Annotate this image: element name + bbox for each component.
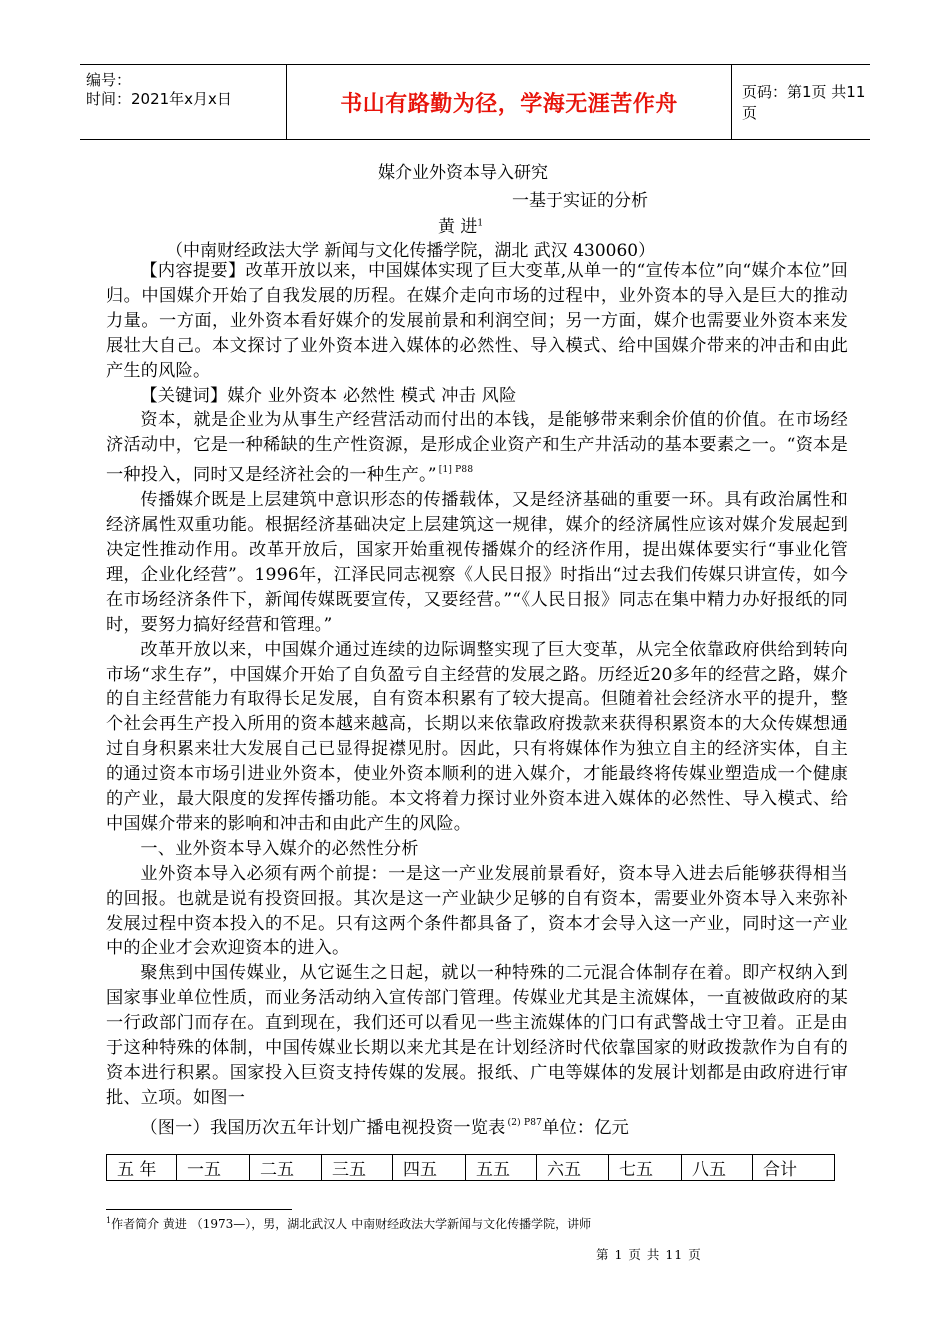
footnote-mark: 1 xyxy=(106,1216,112,1225)
keywords-paragraph: 【关键词】媒介 业外资本 必然性 模式 冲击 风险 xyxy=(140,385,517,406)
table-header-cell: 七五 xyxy=(609,1155,682,1181)
table-header-cell: 六五 xyxy=(537,1155,609,1181)
citation-mark: [1] P88 xyxy=(438,465,474,476)
table-header-cell: 二五 xyxy=(250,1155,322,1181)
table-header-cell: 一五 xyxy=(177,1155,250,1181)
header-number-label: 编号： xyxy=(86,71,132,89)
header-time-label: 时间：2021年x月x日 xyxy=(86,90,232,108)
footnote-divider xyxy=(106,1209,292,1210)
body-paragraph: 聚焦到中国传媒业，从它诞生之日起，就以一种特殊的二元混合体制存在着。即产权纳入到国家事业单位性质，而业务活动纳入宣传部门管理。传媒业尤其是主流媒体，一直被做政府的某一行政部门而存在。直到现在，我们还可以看见一些主流媒体的门口有武警战士守卫着。正是由于这种特殊的体制，中国传媒业长期以来尤其是在计划经济时代依靠国家的财政拨款作为自有的资本进行积累。国家投入巨资支持传媒的发展。报纸、广电等媒体的发展计划都是由政府进行审批、立项。如图一 xyxy=(106,963,848,1108)
header-motto: 书山有路勤为径，学海无涯苦作舟 xyxy=(287,65,732,139)
body-paragraph: 传播媒介既是上层建筑中意识形态的传播载体，又是经济基础的重要一环。具有政治属性和经济属性双重功能。根据经济基础决定上层建筑这一规律，媒介的经济属性应该对媒介发展起到决定性推动作用。改革开放后，国家开始重视传播媒介的经济作用，提出媒体要实行“事业化管理，企业化经营”。1996年，江泽民同志视察《人民日报》时指出“过去我们传媒只讲宣传，如今在市场经济条件下，新闻传媒既要宣传，又要经营。”“《人民日报》同志在集中精力办好报纸的同时，要努力搞好经营和管理。” xyxy=(106,490,848,635)
document-body xyxy=(106,259,848,1141)
footnote: $^1$作者简介 黄进 （1973—），男，湖北武汉人 中南财经政法大学新闻与文化传播学院，讲师 xyxy=(106,1216,592,1231)
investment-table xyxy=(106,1154,835,1181)
table-row xyxy=(107,1155,835,1181)
table-header-cell: 八五 xyxy=(682,1155,753,1181)
page-footer: 第 1 页 共 11 页 xyxy=(596,1247,702,1262)
citation-mark: (2) P87 xyxy=(507,1117,543,1128)
author-name: 黄 进$^1$ xyxy=(438,217,484,237)
figure-caption: （图一）我国历次五年计划广播电视投资一览表 $^{(2) P87}$单位：亿元 xyxy=(140,1117,630,1138)
document-title: 媒介业外资本导入研究 xyxy=(378,163,548,183)
body-paragraph: 业外资本导入必须有两个前提：一是这一产业发展前景看好，资本导入进去后能够获得相当的回报。也就是说有投资回报。其次是这一产业缺少足够的自有资本，需要业外资本导入来弥补发展过程中资本投入的不足。只有这两个条件都具备了，资本才会导入这一产业，同时这一产业中的企业才会欢迎资本的进入。 xyxy=(106,863,848,959)
document-subtitle: 一基于实证的分析 xyxy=(512,191,648,211)
table-header-cell: 五五 xyxy=(466,1155,537,1181)
author-note-mark: 1 xyxy=(477,218,484,229)
table-header-cell: 三五 xyxy=(322,1155,393,1181)
abstract-paragraph: 【内容提要】改革开放以来，中国媒体实现了巨大变革,从单一的“宣传本位”向“媒介本位”回归。中国媒介开始了自我发展的历程。在媒介走向市场的过程中，业外资本的导入是巨大的推动力量。一方面，业外资本看好媒介的发展前景和利润空间；另一方面，媒介也需要业外资本来发展壮大自己。本文探讨了业外资本进入媒体的必然性、导入模式、给中国媒介带来的冲击和由此产生的风险。 xyxy=(106,261,848,381)
header-page-info: 页码：第1页 共11页 xyxy=(742,83,866,122)
body-paragraph: 资本，就是企业为从事生产经营活动而付出的本钱，是能够带来剩余价值的价值。在市场经济活动中，它是一种稀缺的生产性资源，是形成企业资产和生产井活动的基本要素之一。“资本是一种投入，同时又是经济社会的一种生产。” $^{[1] P88}$ xyxy=(106,410,848,486)
table-header-cell: 合计 xyxy=(753,1155,835,1181)
section-heading: 一、业外资本导入媒介的必然性分析 xyxy=(140,838,419,859)
table-header-cell: 五 年 xyxy=(107,1155,177,1181)
body-paragraph: 改革开放以来，中国媒介通过连续的边际调整实现了巨大变革，从完全依靠政府供给到转向市场“求生存”，中国媒介开始了自负盈亏自主经营的发展之路。历经近20多年的经营之路，媒介的自主经营能力有取得长足发展，自有资本积累有了较大提高。但随着社会经济水平的提升，整个社会再生产投入所用的资本越来越高，长期以来依靠政府拨款来获得积累资本的大众传媒想通过自身积累来壮大发展自己已显得捉襟见肘。因此，只有将媒体作为独立自主的经济实体，自主的通过资本市场引进业外资本，使业外资本顺利的进入媒介，才能最终将传媒业塑造成一个健康的产业，最大限度的发挥传播功能。本文将着力探讨业外资本进入媒体的必然性、导入模式、给中国媒介带来的影响和冲击和由此产生的风险。 xyxy=(106,639,848,834)
header-meta xyxy=(80,65,287,139)
table-header-cell: 四五 xyxy=(393,1155,466,1181)
page-header xyxy=(80,64,870,140)
author-affiliation: （中南财经政法大学 新闻与文化传播学院，湖北 武汉 430060） xyxy=(166,241,656,261)
